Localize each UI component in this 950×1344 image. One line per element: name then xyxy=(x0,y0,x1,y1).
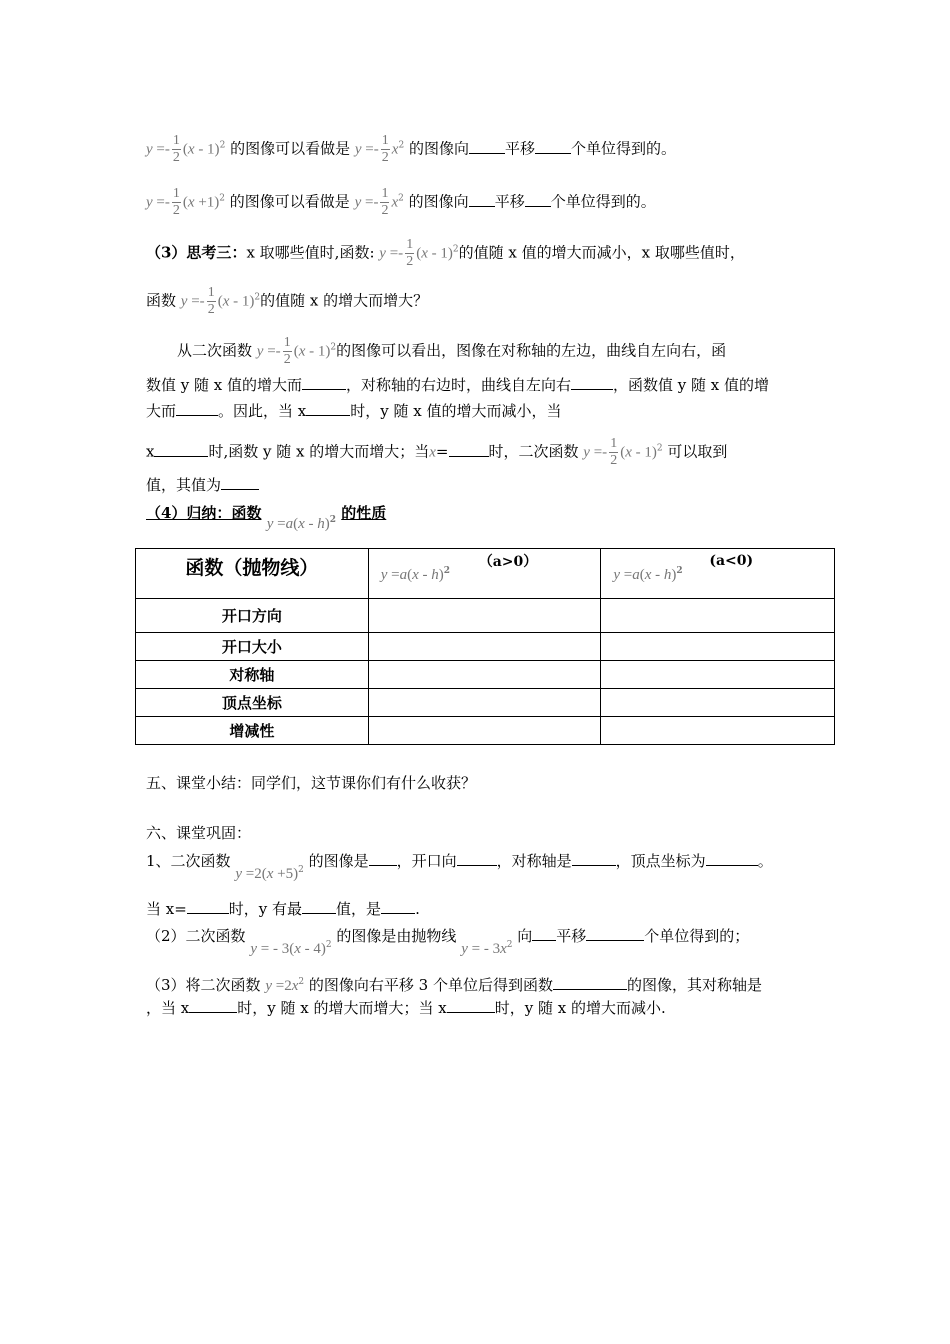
para-l3-b: 。因此，当 x xyxy=(218,402,307,420)
para-l1-b: 的图像可以看出，图像在对称轴的左边，曲线自左向右，函 xyxy=(336,341,727,360)
col-1-note: （a>0） xyxy=(478,554,538,570)
para-line-5 xyxy=(146,475,259,495)
table-cell[interactable] xyxy=(368,633,601,661)
row-label: 增减性 xyxy=(136,717,369,745)
line-1-text-b: 的图像向 xyxy=(408,139,469,158)
table-cell[interactable] xyxy=(368,689,601,717)
q1-l2-a: 当 x= xyxy=(146,900,187,918)
line-1-text-d: 个单位得到的。 xyxy=(570,139,676,158)
q1-l2-b: 时，y 有最 xyxy=(228,900,303,918)
blank[interactable] xyxy=(571,375,613,390)
para-l4-b: 时,函数 y 随 x 的增大而增大；当 xyxy=(208,442,430,461)
blank[interactable] xyxy=(154,442,208,457)
table-title: 函数（抛物线） xyxy=(136,549,369,599)
line-1-text-c: 平移 xyxy=(504,139,535,158)
q3-c: 的图像，其对称轴是 xyxy=(627,976,763,994)
para-l5-a: 值，其值为 xyxy=(146,476,222,494)
blank[interactable] xyxy=(469,139,505,154)
formula: y =a(x - h)$^2$ xyxy=(266,515,337,532)
blank[interactable] xyxy=(586,926,644,941)
summary-4-label: （4）归纳：函数 xyxy=(146,504,262,522)
q1-c: ，开口向 xyxy=(396,852,457,870)
blank[interactable] xyxy=(535,139,571,154)
q1-e: ，顶点坐标为 xyxy=(615,852,706,870)
blank[interactable] xyxy=(306,401,350,416)
table-cell[interactable] xyxy=(601,689,835,717)
q1-l2-d: . xyxy=(415,900,420,918)
table-cell[interactable] xyxy=(601,633,835,661)
para-l4-a: x xyxy=(146,442,155,461)
section-6: 六、课堂巩固： xyxy=(146,824,252,842)
question-3-line-2 xyxy=(146,998,666,1018)
blank[interactable] xyxy=(369,851,397,866)
table-cell[interactable] xyxy=(601,717,835,745)
para-l3-c: 时，y 随 x 值的增大而减小，当 xyxy=(350,402,562,420)
question-1 xyxy=(146,848,773,882)
blank[interactable] xyxy=(457,851,497,866)
line-2-text-a: 的图像可以看做是 xyxy=(229,192,350,211)
para-line-3 xyxy=(146,401,562,421)
formula: y xyxy=(146,141,153,158)
blank[interactable] xyxy=(381,899,415,914)
q2-d: 平移 xyxy=(556,927,587,945)
think-3-line2-a: 函数 xyxy=(146,291,177,310)
table-cell[interactable] xyxy=(368,661,601,689)
table-cell[interactable] xyxy=(601,661,835,689)
para-line-4: x 时,函数 y 随 x 的增大而增大；当x= 时，二次函数 y =- $\frac{1}{2}$ (x - 1)$^2$ 可以取到 xyxy=(146,436,728,468)
line-2-text-d: 个单位得到的。 xyxy=(550,192,656,211)
think-3-label: （3）思考三： xyxy=(146,243,247,262)
para-l2-a: 数值 y 随 x 值的增大而 xyxy=(146,376,303,394)
formula: y = - $3x^2$ xyxy=(461,940,513,957)
q1-d: ，对称轴是 xyxy=(496,852,572,870)
think-3-line2-b: 的值随 x 的增大而增大？ xyxy=(260,291,429,310)
think-3-text-b: 的值随 x 值的增大而减小，x 取哪些值时， xyxy=(458,243,745,262)
q1-b: 的图像是 xyxy=(308,852,369,870)
para-l4-d: 可以取到 xyxy=(667,442,728,461)
q1-a: 1、二次函数 xyxy=(146,852,231,870)
blank[interactable] xyxy=(176,401,218,416)
fraction-half: $\frac{1}{2}$ xyxy=(172,133,180,165)
para-l2-b: ，对称轴的右边时，曲线自左向右 xyxy=(346,376,572,394)
blank[interactable] xyxy=(447,998,495,1013)
para-l1-a: 从二次函数 xyxy=(177,341,253,360)
section-5: 五、课堂小结：同学们，这节课你们有什么收获？ xyxy=(146,774,477,792)
para-l3-a: 大而 xyxy=(146,402,177,420)
properties-table xyxy=(135,548,835,745)
blank[interactable] xyxy=(187,899,229,914)
q2-a: （2）二次函数 xyxy=(146,927,246,945)
blank[interactable] xyxy=(302,375,346,390)
q3-a: （3）将二次函数 xyxy=(146,976,261,994)
row-label: 对称轴 xyxy=(136,661,369,689)
line-2-text-b: 的图像向 xyxy=(408,192,469,211)
line-1-text-a: 的图像可以看做是 xyxy=(230,139,351,158)
q2-b: 的图像是由抛物线 xyxy=(336,927,457,945)
row-label: 开口方向 xyxy=(136,599,369,633)
col-header-a-positive xyxy=(368,549,601,599)
formula: $y =2(x +5)^2$ xyxy=(235,865,304,882)
q3-l2-c: 时，y 随 x 的增大而减小. xyxy=(494,999,666,1017)
q2-c: 向 xyxy=(517,927,533,945)
para-line-2 xyxy=(146,375,769,395)
blank[interactable] xyxy=(449,442,489,457)
q3-l2-b: 时，y 随 x 的增大而增大；当 x xyxy=(237,999,447,1017)
para-l2-c: ，函数值 y 随 x 值的增 xyxy=(613,376,770,394)
q2-e: 个单位得到的； xyxy=(644,927,750,945)
summary-4-suffix: 的性质 xyxy=(341,504,387,522)
formula: $y =2x^2$ xyxy=(265,977,305,994)
blank[interactable] xyxy=(572,851,616,866)
blank[interactable] xyxy=(221,475,259,490)
q1-f: 。 xyxy=(757,852,773,870)
q3-l2-a: ，当 x xyxy=(146,999,190,1017)
think-3-line-2: 函数 y =- $\frac{1}{2}$ (x - 1)$^2$的值随 x 的增大而增大？ xyxy=(146,285,429,317)
table-cell[interactable] xyxy=(601,599,835,633)
para-line-1: 从二次函数 y =- $\frac{1}{2}$ (x - 1)$^2$的图像可以看出，图像在对称轴的左边，曲线自左向右，函 xyxy=(177,335,727,367)
q1-l2-c: 值，是 xyxy=(336,900,382,918)
question-2 xyxy=(146,923,750,957)
formula: y =a(x - h)$^2$ xyxy=(613,566,683,583)
blank[interactable] xyxy=(302,899,336,914)
blank[interactable] xyxy=(553,975,627,990)
q3-b: 的图像向右平移 3 个单位后得到函数 xyxy=(308,976,553,994)
col-header-a-negative xyxy=(601,549,835,599)
question-3 xyxy=(146,972,762,996)
line-2: y =- $\frac{1}{2}$ $(x +1)^2$ 的图像可以看做是 y =- $\frac{1}{2}$ $x^2$ 的图像向 平移 个单位得到的。 xyxy=(146,186,656,218)
blank[interactable] xyxy=(706,851,758,866)
formula: y =a(x - h)$^2$ xyxy=(380,566,451,583)
line-2-text-c: 平移 xyxy=(494,192,525,211)
blank[interactable] xyxy=(469,192,495,207)
para-l4-c: 时，二次函数 xyxy=(488,442,579,461)
think-3-line-1: （3）思考三：x 取哪些值时,函数: y =- $\frac{1}{2}$ (x - 1)$^2$的值随 x 值的增大而减小，x 取哪些值时， xyxy=(146,237,745,269)
table-cell[interactable] xyxy=(368,717,601,745)
col-2-note: (a<0) xyxy=(709,553,754,569)
blank[interactable] xyxy=(189,998,237,1013)
blank[interactable] xyxy=(532,926,556,941)
formula: y = - 3(x - 4)$^2$ xyxy=(250,940,332,957)
row-label: 顶点坐标 xyxy=(136,689,369,717)
question-1-line-2 xyxy=(146,899,420,919)
table-cell[interactable] xyxy=(368,599,601,633)
row-label: 开口大小 xyxy=(136,633,369,661)
line-1: y =- $\frac{1}{2}$ (x - 1)$^2$ 的图像可以看做是 y =- $\frac{1}{2}$ $x^2$ 的图像向 平移 个单位得到的。 xyxy=(146,133,676,165)
summary-4 xyxy=(146,500,387,532)
think-3-text-a: x 取哪些值时,函数: xyxy=(246,243,375,262)
blank[interactable] xyxy=(525,192,551,207)
